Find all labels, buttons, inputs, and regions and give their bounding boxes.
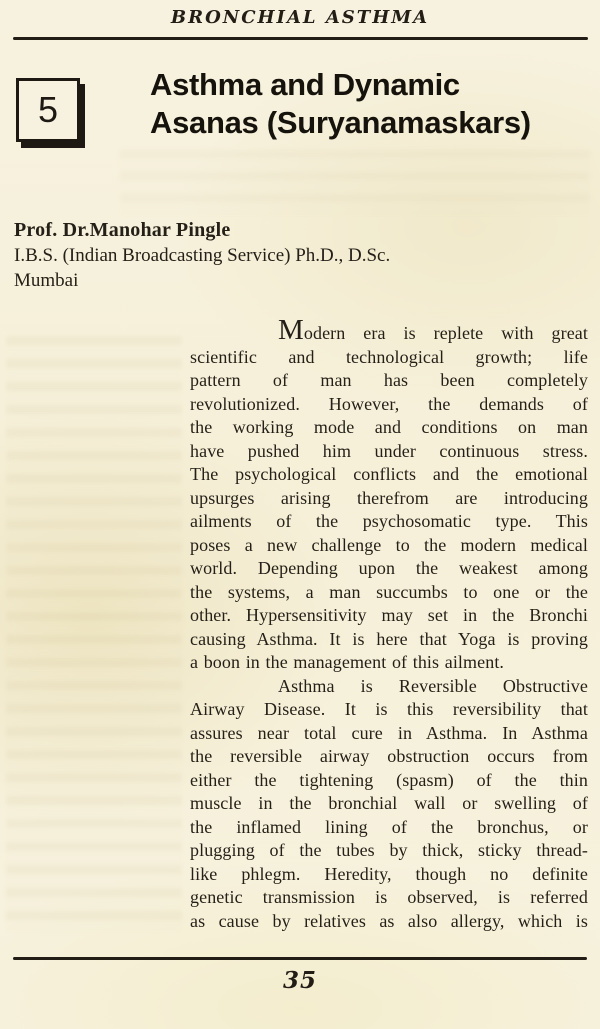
body-line: upsurges arising therefrom are introducing bbox=[190, 487, 588, 508]
chapter-title bbox=[150, 66, 531, 142]
body-line: have pushed him under continuous stress. bbox=[190, 440, 588, 461]
body-line: assures near total cure in Asthma. In Asthma bbox=[190, 722, 588, 743]
raised-initial-cap: M bbox=[278, 314, 304, 346]
body-line: poses a new challenge to the modern medical bbox=[190, 534, 588, 555]
chapter-title-line2: Asanas (Suryanamaskars) bbox=[150, 105, 531, 140]
header-rule bbox=[13, 37, 588, 40]
page-bleedthrough-top bbox=[120, 150, 590, 216]
body-line: world. Depending upon the weakest among bbox=[190, 558, 588, 578]
body-line: pattern of man has been completely bbox=[190, 370, 588, 390]
running-header-title: BRONCHIAL ASTHMA bbox=[170, 7, 430, 28]
page-number: 35 bbox=[282, 967, 317, 994]
body-line: Asthma is Reversible Obstructive bbox=[278, 675, 588, 696]
page-bleedthrough-left bbox=[6, 336, 182, 932]
body-line: the systems, a man succumbs to one or the bbox=[190, 581, 588, 602]
body-line: plugging of the tubes by thick, sticky thread- bbox=[190, 840, 588, 860]
author-block bbox=[14, 218, 390, 293]
chapter-number: 5 bbox=[37, 89, 59, 130]
body-line: causing Asthma. It is here that Yoga is proving bbox=[190, 628, 588, 649]
body-line: other. Hypersensitivity may set in the Bronchi bbox=[190, 605, 588, 625]
body-line: scientific and technological growth; life bbox=[190, 346, 588, 367]
author-credentials: I.B.S. (Indian Broadcasting Service) Ph.D., D.Sc. bbox=[14, 245, 391, 266]
body-line: like phlegm. Heredity, though no definite bbox=[190, 863, 588, 884]
body-line: the working mode and conditions on man bbox=[190, 417, 588, 437]
author-name: Prof. Dr.Manohar Pingle bbox=[14, 219, 231, 241]
body-line: genetic transmission is observed, is referred bbox=[190, 887, 588, 907]
body-text bbox=[190, 314, 588, 933]
body-line: Modern era is replete with great bbox=[278, 314, 588, 346]
body-line: either the tightening (spasm) of the thin bbox=[190, 769, 588, 790]
body-line: as cause by relatives as also allergy, which is bbox=[190, 910, 588, 931]
body-line: Airway Disease. It is this reversibility that bbox=[190, 699, 588, 719]
body-line: The psychological conflicts and the emotional bbox=[190, 464, 588, 484]
body-line: muscle in the bronchial wall or swelling of bbox=[190, 793, 588, 813]
footer-rule bbox=[13, 957, 587, 960]
author-location: Mumbai bbox=[14, 270, 79, 291]
body-line: the inflamed lining of the bronchus, or bbox=[190, 816, 588, 837]
chapter-number-box bbox=[16, 78, 80, 142]
body-line: ailments of the psychosomatic type. This bbox=[190, 511, 588, 531]
chapter-title-line1: Asthma and Dynamic bbox=[150, 67, 460, 102]
body-line: the reversible airway obstruction occurs from bbox=[190, 746, 588, 766]
body-line: revolutionized. However, the demands of bbox=[190, 393, 588, 414]
body-line: a boon in the management of this ailment. bbox=[190, 652, 505, 672]
